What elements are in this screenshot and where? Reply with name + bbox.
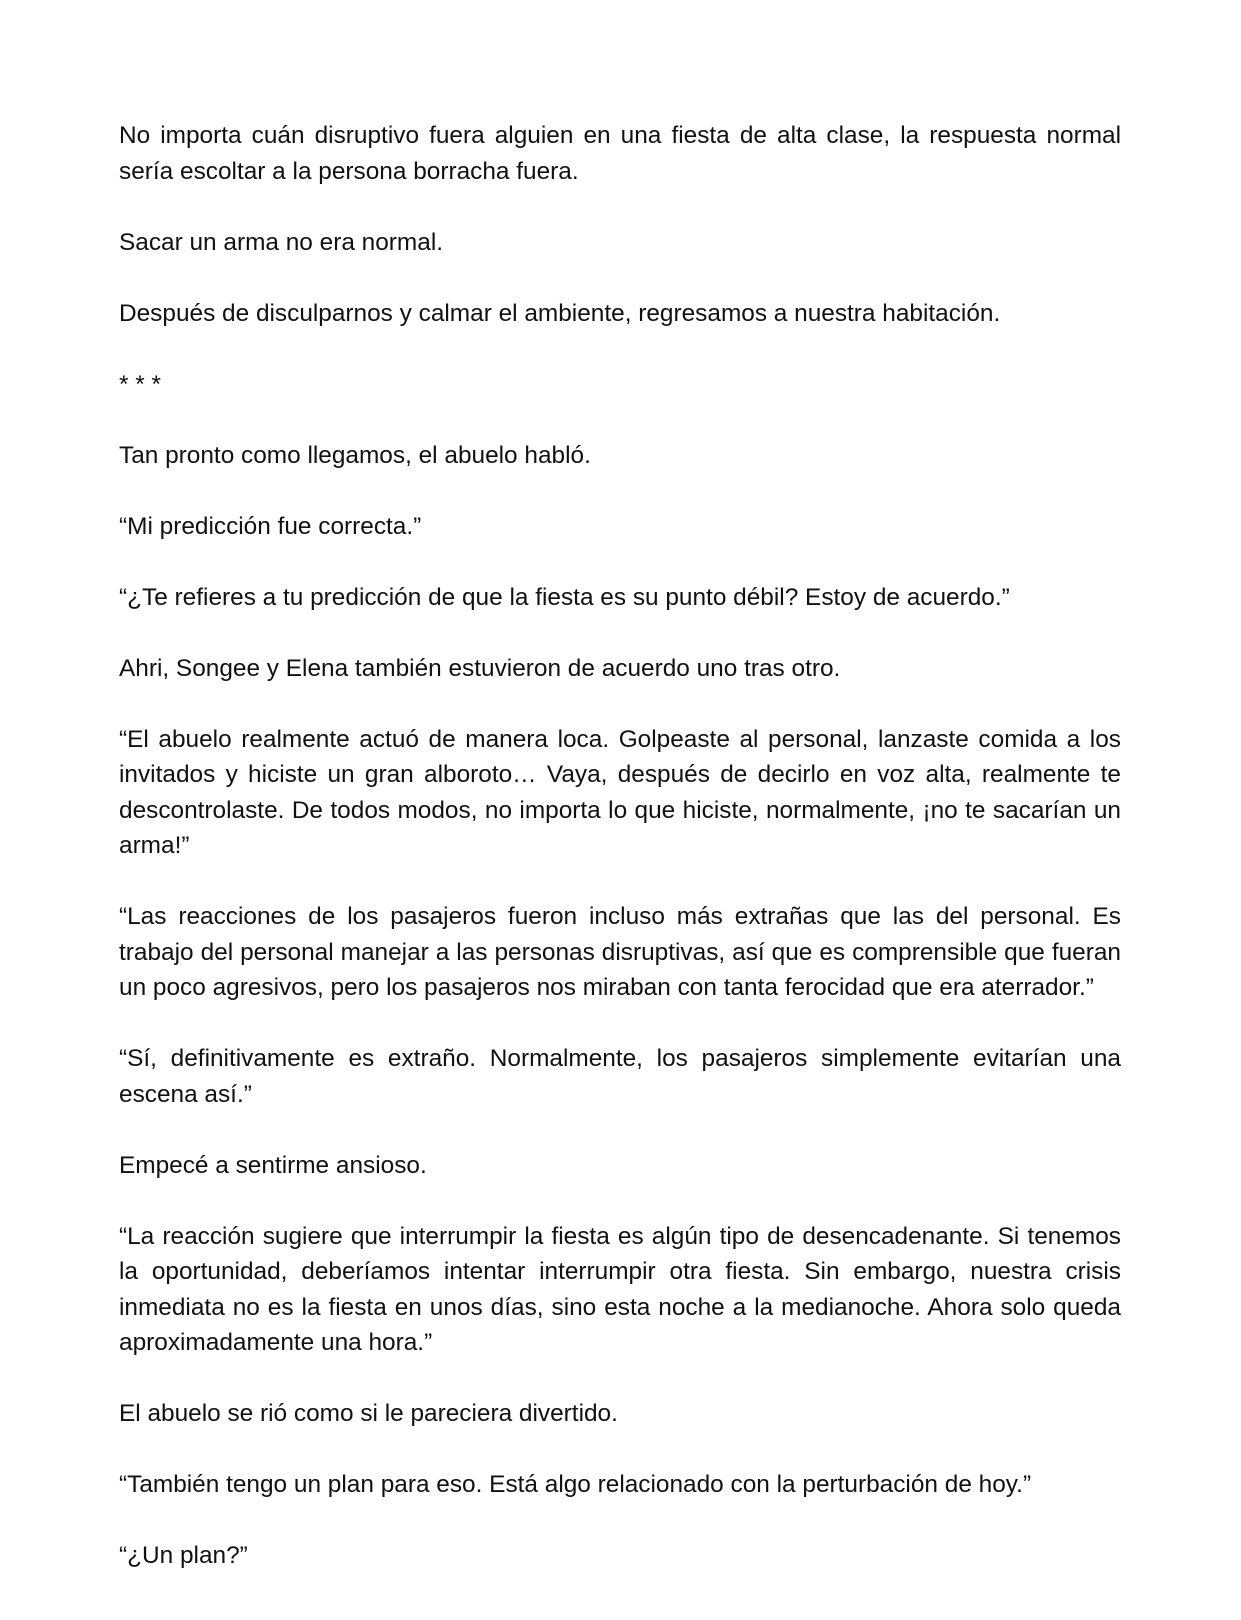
- dialogue-paragraph: “También tengo un plan para eso. Está algo relacionado con la perturbación de hoy.”: [119, 1471, 1032, 1498]
- dialogue-paragraph: “El abuelo realmente actuó de manera loca. Golpeaste al personal, lanzaste comida a los invitados y hiciste un gran alboroto… Vaya, después de decirlo en voz alta, realmente te descontrolaste. De todos modos, no importa lo que hiciste, normalmente, ¡no te sacarían un arma!”: [119, 725, 1121, 859]
- document-page: [119, 118, 1121, 1609]
- paragraph: Sacar un arma no era normal.: [119, 228, 444, 256]
- dialogue-paragraph: “Las reacciones de los pasajeros fueron incluso más extrañas que las del personal. Es trabajo del personal manejar a las personas disruptivas, así que es comprensible que fueran un poco agresivos, pero los pasajeros nos miraban con tanta ferocidad que era aterrador.”: [119, 903, 1121, 1001]
- dialogue-paragraph: “La reacción sugiere que interrumpir la fiesta es algún tipo de desencadenante. Si tenemos la oportunidad, deberíamos intentar interrumpir otra fiesta. Sin embargo, nuestra crisis inmediata no es la fiesta en unos días, sino esta noche a la medianoche. Ahora solo queda aproximadamente una hora.”: [119, 1222, 1121, 1356]
- paragraph: Después de disculparnos y calmar el ambiente, regresamos a nuestra habitación.: [119, 299, 1001, 327]
- dialogue-paragraph: “¿Un plan?”: [119, 1542, 248, 1569]
- paragraph: Tan pronto como llegamos, el abuelo habló.: [119, 441, 591, 469]
- dialogue-paragraph: “¿Te refieres a tu predicción de que la fiesta es su punto débil? Estoy de acuerdo.”: [119, 583, 1010, 611]
- dialogue-paragraph: “Sí, definitivamente es extraño. Normalmente, los pasajeros simplemente evitarían una escena así.”: [119, 1045, 1121, 1108]
- paragraph: Ahri, Songee y Elena también estuvieron de acuerdo uno tras otro.: [119, 654, 841, 682]
- scene-break: * * *: [119, 370, 162, 398]
- paragraph: El abuelo se rió como si le pareciera divertido.: [119, 1400, 618, 1427]
- dialogue-paragraph: “Mi predicción fue correcta.”: [119, 512, 422, 540]
- paragraph: No importa cuán disruptivo fuera alguien en una fiesta de alta clase, la respuesta normal sería escoltar a la persona borracha fuera.: [119, 122, 1121, 185]
- paragraph: Empecé a sentirme ansioso.: [119, 1151, 427, 1179]
